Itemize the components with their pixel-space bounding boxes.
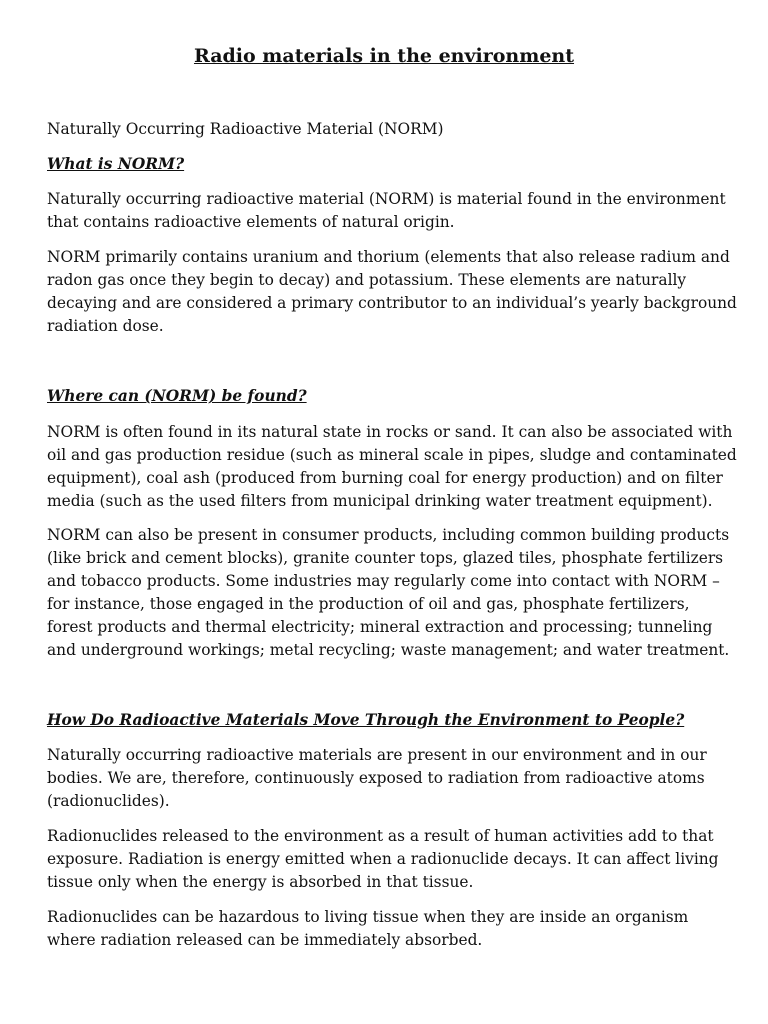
paragraph: Naturally occurring radioactive material (NORM) is material found in the environment that contains radioactive elements of natural origin. <box>47 190 726 231</box>
paragraph: NORM can also be present in consumer products, including common building products (like brick and cement blocks), granite counter tops, glazed tiles, phosphate fertilizers and tobacco products. Some industries may regularly come into contact with NORM – for instance, those engaged in the production of oil and gas, phosphate fertilizers, forest products and thermal electricity; mineral extraction and processing; tunneling and underground workings; metal recycling; waste management; and water treatment. <box>47 526 730 659</box>
paragraph: NORM primarily contains uranium and thorium (elements that also release radium and radon gas once they begin to decay) and potassium. These elements are naturally decaying and are considered a primary contributor to an individual’s yearly background radiation dose. <box>47 248 737 335</box>
document-title: Radio materials in the environment <box>193 45 575 67</box>
section-heading-what-is-norm: What is NORM? <box>47 155 185 173</box>
paragraph: Radionuclides released to the environment as a result of human activities add to that exposure. Radiation is energy emitted when a radionuclide decays. It can affect living tissue only when the energy is absorbed in that tissue. <box>47 827 719 891</box>
intro-line: Naturally Occurring Radioactive Material (NORM) <box>47 120 444 138</box>
section-heading-where-found: Where can (NORM) be found? <box>47 387 307 405</box>
paragraph: Radionuclides can be hazardous to living tissue when they are inside an organism where radiation released can be immediately absorbed. <box>47 908 689 949</box>
paragraph: Naturally occurring radioactive materials are present in our environment and in our bodies. We are, therefore, continuously exposed to radiation from radioactive atoms (radionuclides). <box>47 746 707 810</box>
paragraph: NORM is often found in its natural state in rocks or sand. It can also be associated with oil and gas production residue (such as mineral scale in pipes, sludge and contaminated equipment), coal ash (produced from burning coal for energy production) and on filter media (such as the used filters from municipal drinking water treatment equipment). <box>47 423 737 510</box>
section-heading-how-move: How Do Radioactive Materials Move Through the Environment to People? <box>47 711 685 729</box>
